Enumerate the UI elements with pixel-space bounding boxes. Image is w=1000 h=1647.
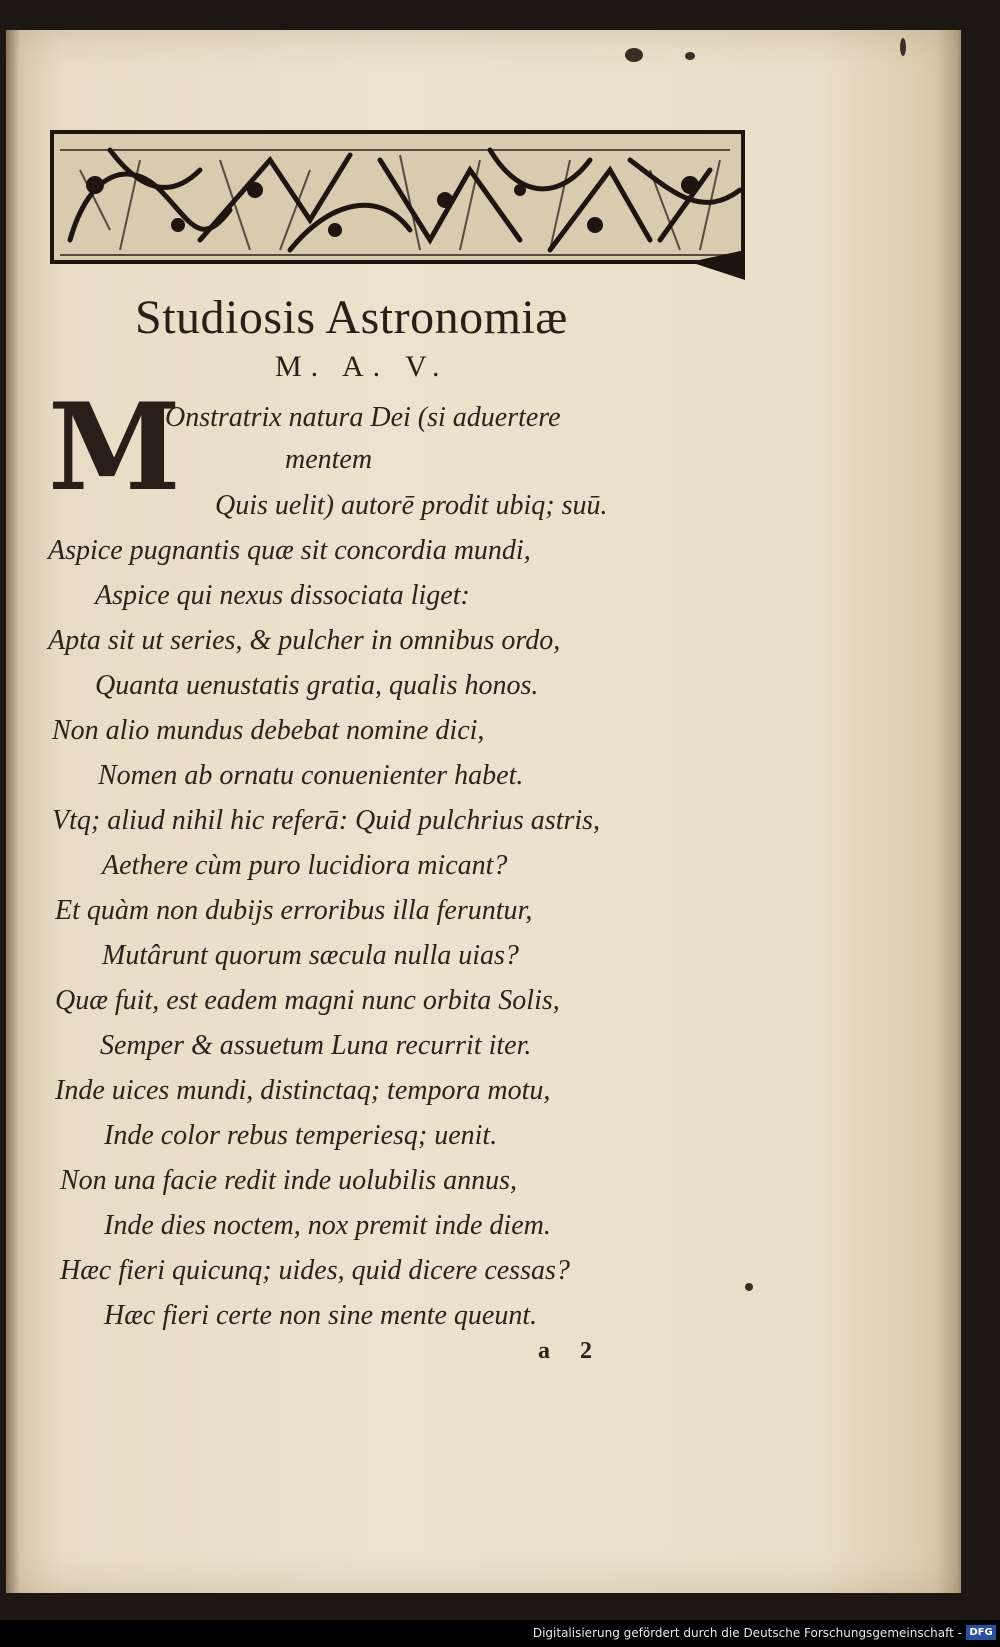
poem-line: Quanta uenustatis gratia, qualis honos. (95, 670, 539, 701)
poem-line: mentem (285, 444, 373, 475)
ink-speck (900, 38, 906, 56)
ink-speck (685, 52, 695, 60)
poem-line: Hæc fieri quicunq; uides, quid dicere cessas? (60, 1255, 570, 1286)
poem-line: Aspice qui nexus dissociata liget: (95, 580, 470, 611)
poem-line: Nomen ab ornatu conuenienter habet. (98, 760, 524, 791)
poem-line: Non una facie redit inde uolubilis annus, (60, 1165, 518, 1196)
poem-line: Inde uices mundi, distinctaq; tempora motu, (55, 1075, 551, 1106)
poem-line: Et quàm non dubijs erroribus illa feruntur, (55, 895, 533, 926)
poem-line: Semper & assuetum Luna recurrit iter. (100, 1030, 532, 1061)
ink-speck (745, 1283, 753, 1291)
poem-line: Hæc fieri certe non sine mente queunt. (104, 1300, 538, 1331)
gutter-shadow (6, 30, 20, 1593)
dfg-logo: DFG (966, 1625, 996, 1640)
page-heading: Studiosis Astronomiæ (135, 291, 568, 344)
ink-speck (625, 48, 643, 62)
poem-line: Mutârunt quorum sæcula nulla uias? (102, 940, 519, 971)
poem-line: Non alio mundus debebat nomine dici, (52, 715, 485, 746)
author-initials: M. A. V. (275, 350, 449, 383)
poem-line: Quis uelit) autorē prodit ubiq; suū. (215, 490, 608, 521)
poem-line: Quæ fuit, est eadem magni nunc orbita Solis, (55, 985, 560, 1016)
poem-line: Aethere cùm puro lucidiora micant? (102, 850, 508, 881)
poem-line: Aspice pugnantis quæ sit concordia mundi, (48, 535, 531, 566)
signature-mark: a 2 (538, 1338, 604, 1364)
poem-line: Inde color rebus temperiesq; uenit. (104, 1120, 498, 1151)
poem-line: Onstratrix natura Dei (si aduertere (165, 402, 561, 433)
footer-credit: Digitalisierung gefördert durch die Deutsche Forschungsgemeinschaft - (532, 1626, 962, 1640)
woodcut-ornament (50, 130, 745, 280)
poem-line: Inde dies noctem, nox premit inde diem. (104, 1210, 551, 1241)
drop-capital: M (48, 377, 181, 518)
poem-line: Apta sit ut series, & pulcher in omnibus ordo, (48, 625, 561, 656)
poem-line: Vtq; aliud nihil hic referā: Quid pulchrius astris, (52, 805, 601, 836)
